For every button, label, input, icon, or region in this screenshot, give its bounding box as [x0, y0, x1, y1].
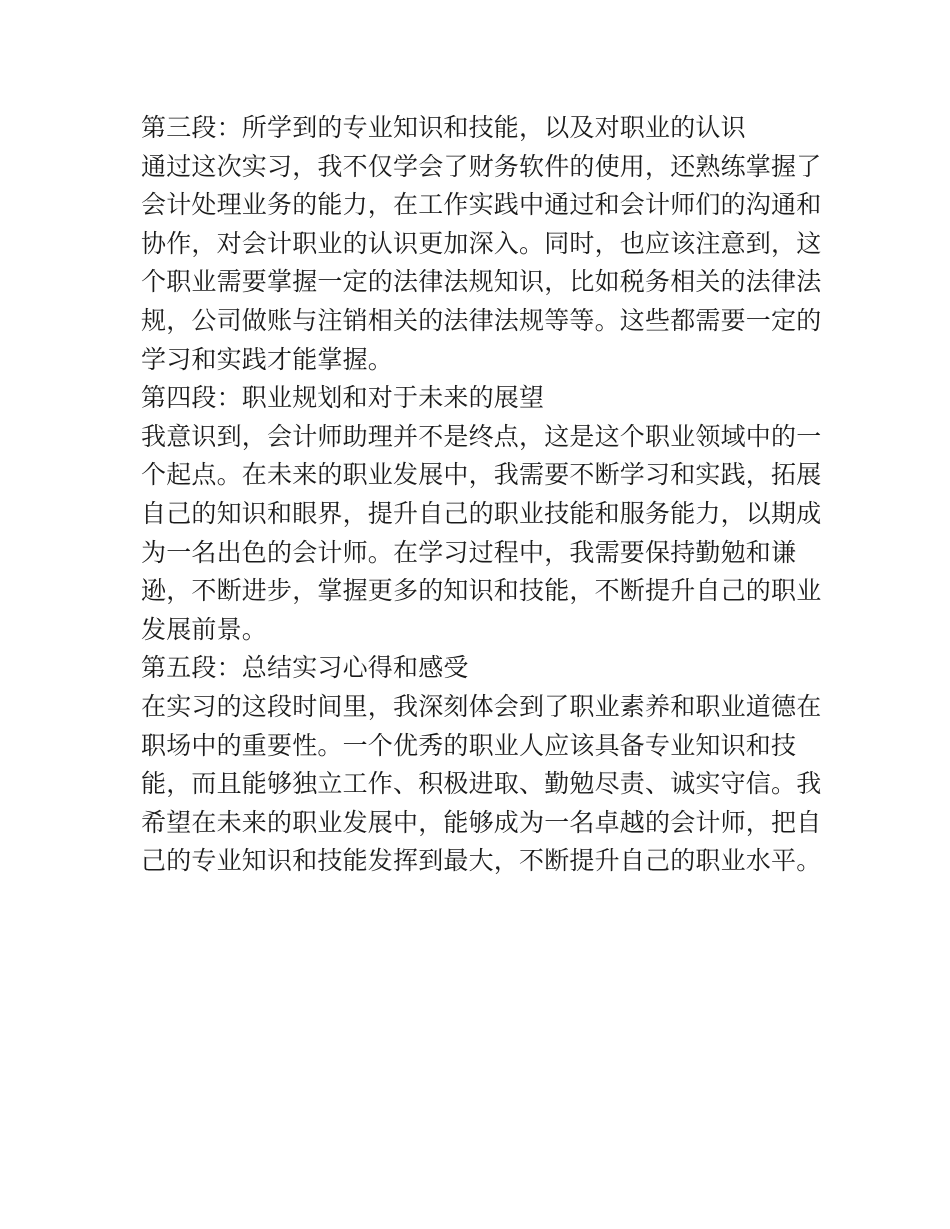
paragraph-line: 职场中的重要性。一个优秀的职业人应该具备专业知识和技: [141, 730, 797, 760]
section-heading-4: 第四段：职业规划和对于未来的展望: [141, 383, 545, 413]
document-body: [141, 109, 821, 881]
paragraph-line: 在实习的这段时间里，我深刻体会到了职业素养和职业道德在: [141, 691, 822, 721]
paragraph-line: 规，公司做账与注销相关的法律法规等等。这些都需要一定的: [141, 305, 822, 335]
paragraph-line: 为一名出色的会计师。在学习过程中，我需要保持勤勉和谦: [141, 537, 797, 567]
paragraph-line: 能，而且能够独立工作、积极进取、勤勉尽责、诚实守信。我: [141, 769, 822, 799]
paragraph-line: 个职业需要掌握一定的法律法规知识，比如税务相关的法律法: [141, 267, 822, 297]
section-heading-5: 第五段：总结实习心得和感受: [141, 653, 469, 683]
paragraph-line: 学习和实践才能掌握。: [141, 344, 394, 374]
paragraph-line: 协作，对会计职业的认识更加深入。同时，也应该注意到，这: [141, 228, 822, 258]
paragraph-line: 希望在未来的职业发展中，能够成为一名卓越的会计师，把自: [141, 807, 822, 837]
paragraph-line: 通过这次实习，我不仅学会了财务软件的使用，还熟练掌握了: [141, 151, 822, 181]
paragraph-line: 逊，不断进步，掌握更多的知识和技能，不断提升自己的职业: [141, 576, 822, 606]
paragraph-line: 己的专业知识和技能发挥到最大，不断提升自己的职业水平。: [141, 846, 822, 876]
paragraph-line: 自己的知识和眼界，提升自己的职业技能和服务能力，以期成: [141, 498, 822, 528]
paragraph-line: 个起点。在未来的职业发展中，我需要不断学习和实践，拓展: [141, 460, 822, 490]
paragraph-line: 发展前景。: [141, 614, 268, 644]
section-heading-3: 第三段：所学到的专业知识和技能，以及对职业的认识: [141, 113, 746, 142]
paragraph-line: 会计处理业务的能力，在工作实践中通过和会计师们的沟通和: [141, 190, 822, 220]
paragraph-line: 我意识到，会计师助理并不是终点，这是这个职业领域中的一: [141, 421, 822, 451]
